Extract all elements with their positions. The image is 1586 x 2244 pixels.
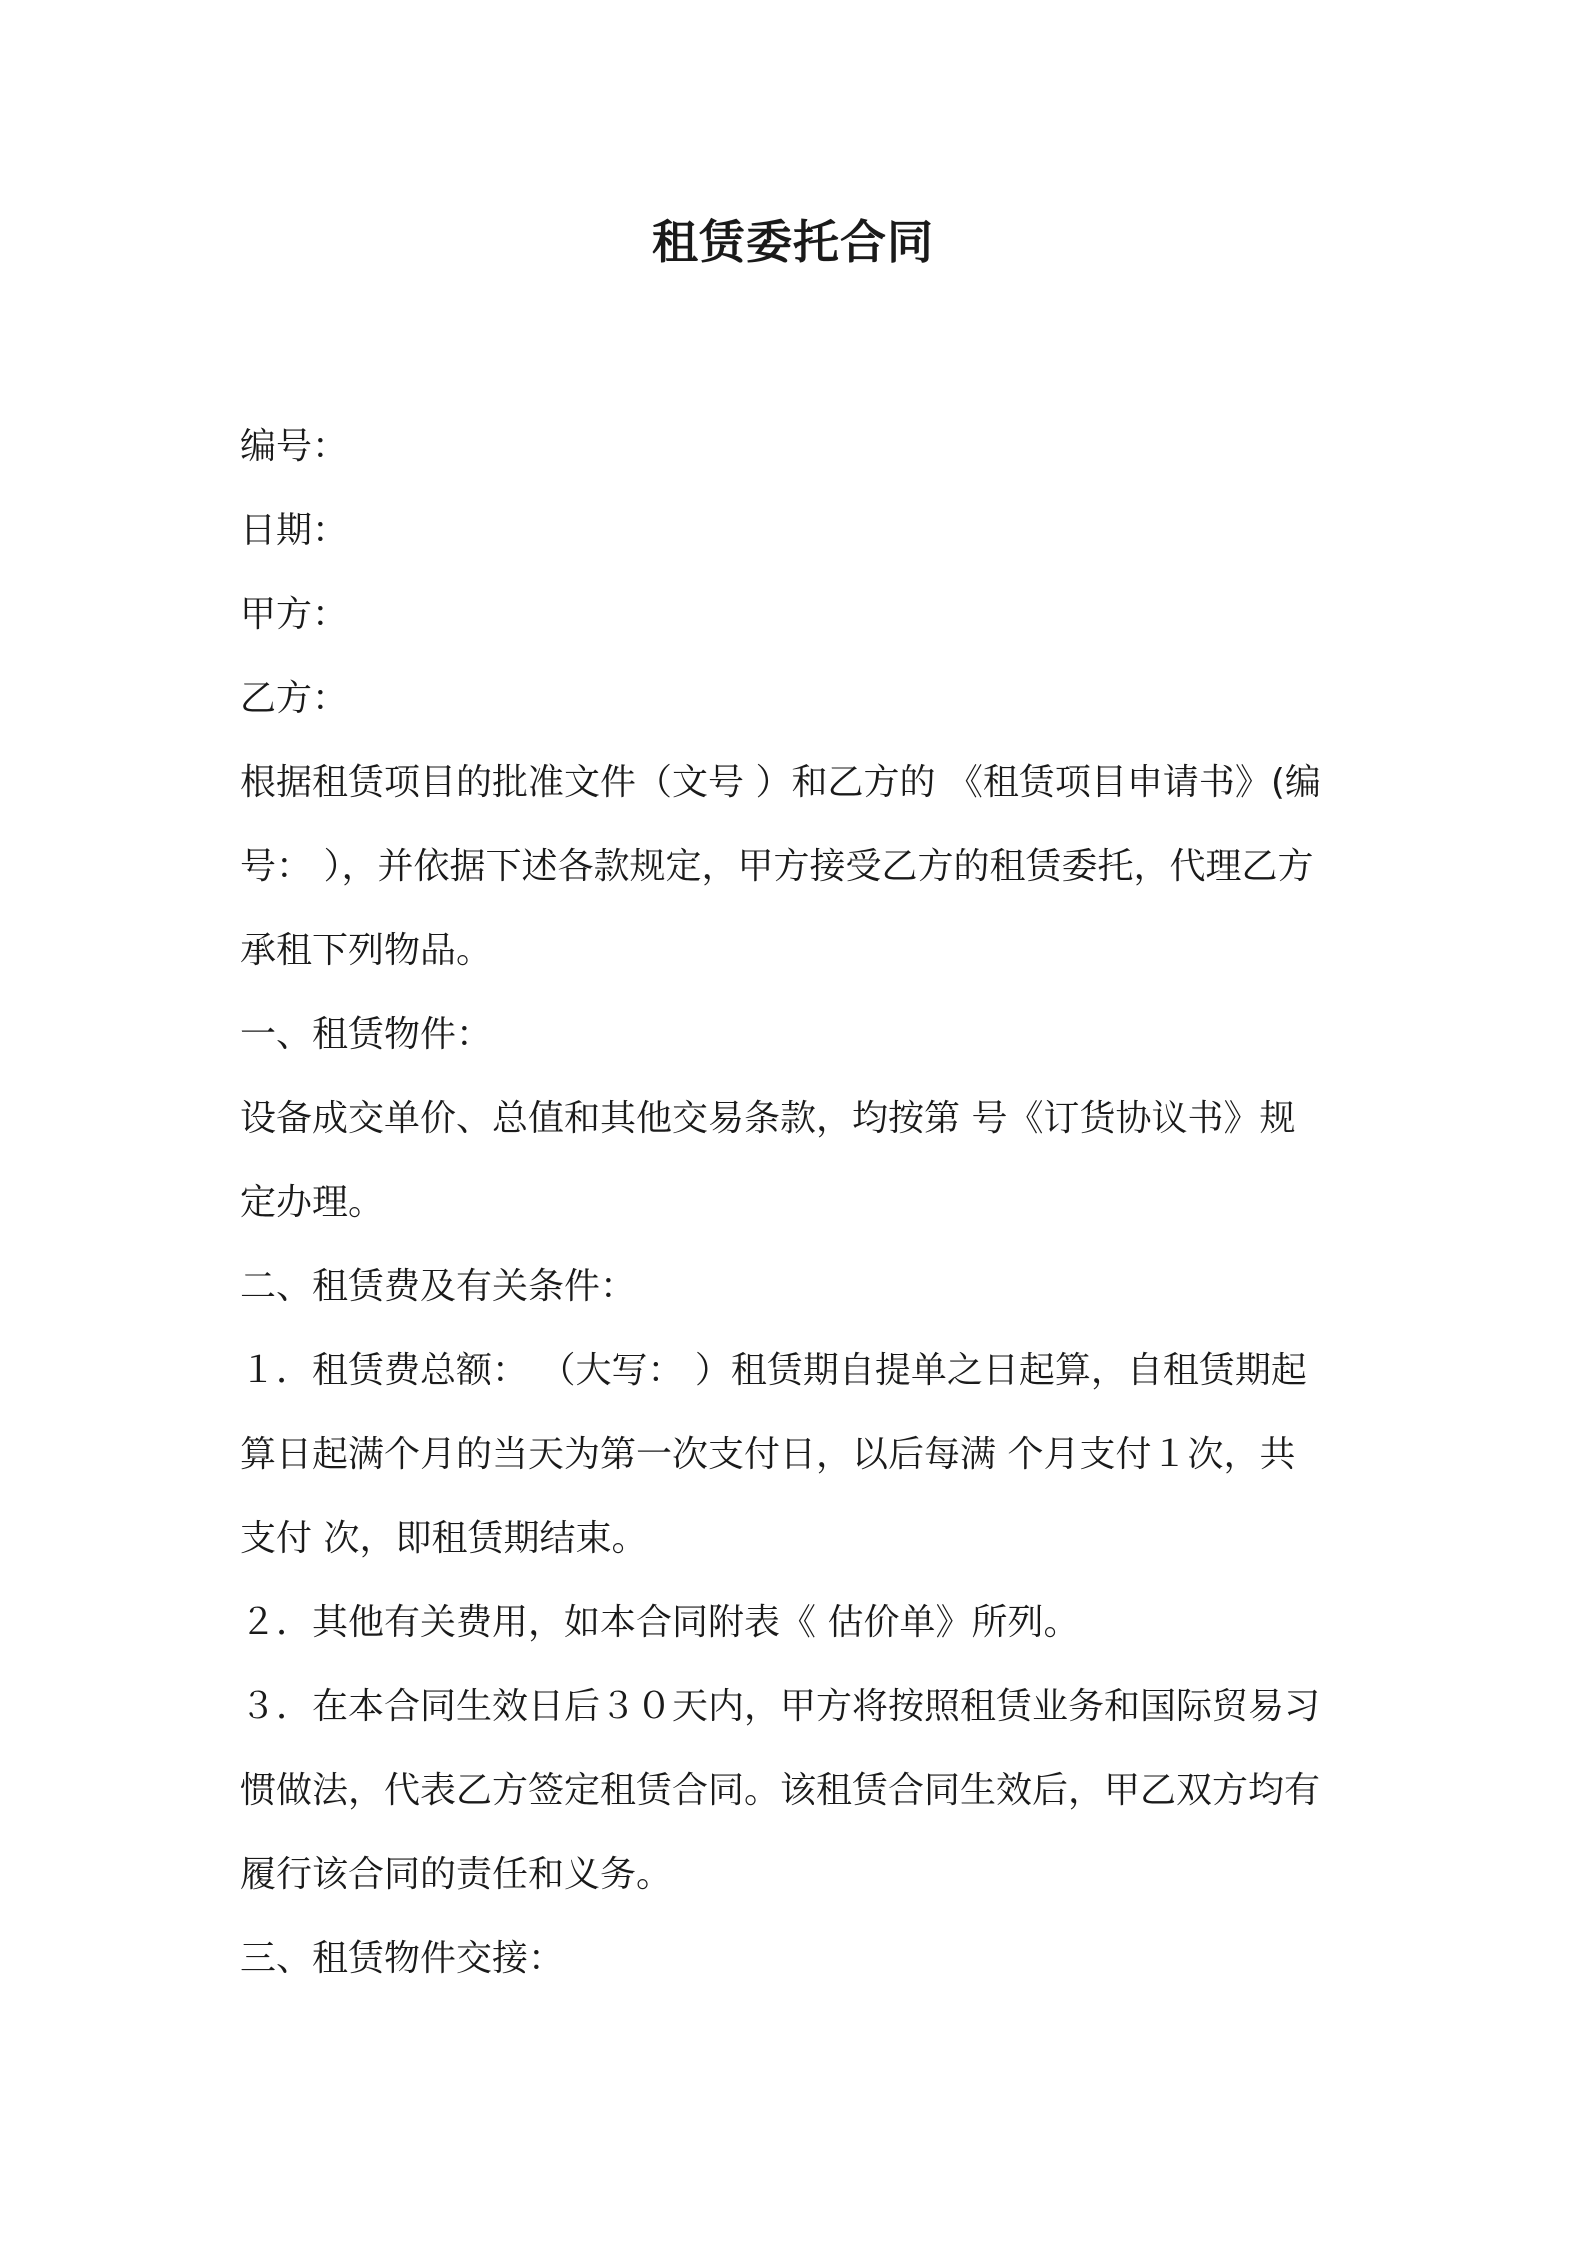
body-line: 支付 次，即租赁期结束。: [240, 1518, 648, 1559]
body-line: 号： ），并依据下述各款规定，甲方接受乙方的租赁委托，代理乙方: [240, 846, 1314, 887]
field-date: 日期：: [240, 510, 349, 551]
body-line: 履行该合同的责任和义务。: [240, 1854, 673, 1895]
document-title: 租赁委托合同: [652, 215, 934, 269]
field-party-a: 甲方：: [240, 594, 349, 635]
body-line: 承租下列物品。: [240, 930, 493, 971]
document-body: [240, 405, 1360, 2001]
body-line: １．租赁费总额： （大写： ）租赁期自提单之日起算，自租赁期起: [240, 1350, 1307, 1391]
body-line: 定办理。: [240, 1182, 385, 1223]
body-line: ２．其他有关费用，如本合同附表《 估价单》所列。: [240, 1602, 1080, 1643]
section-heading: 一、租赁物件：: [240, 1014, 493, 1055]
body-line: 根据租赁项目的批准文件（文号 ）和乙方的 《租赁项目申请书》(编: [240, 762, 1321, 803]
section-heading: 三、租赁物件交接：: [240, 1938, 565, 1979]
field-number: 编号：: [240, 426, 349, 467]
section-heading: 二、租赁费及有关条件：: [240, 1266, 637, 1307]
body-line: ３．在本合同生效日后３０天内，甲方将按照租赁业务和国际贸易习: [240, 1686, 1321, 1727]
body-line: 设备成交单价、总值和其他交易条款，均按第 号《订货协议书》规: [240, 1098, 1296, 1139]
body-line: 惯做法，代表乙方签定租赁合同。该租赁合同生效后，甲乙双方均有: [240, 1770, 1321, 1811]
body-line: 算日起满个月的当天为第一次支付日，以后每满 个月支付１次，共: [240, 1434, 1296, 1475]
field-party-b: 乙方：: [240, 678, 349, 719]
